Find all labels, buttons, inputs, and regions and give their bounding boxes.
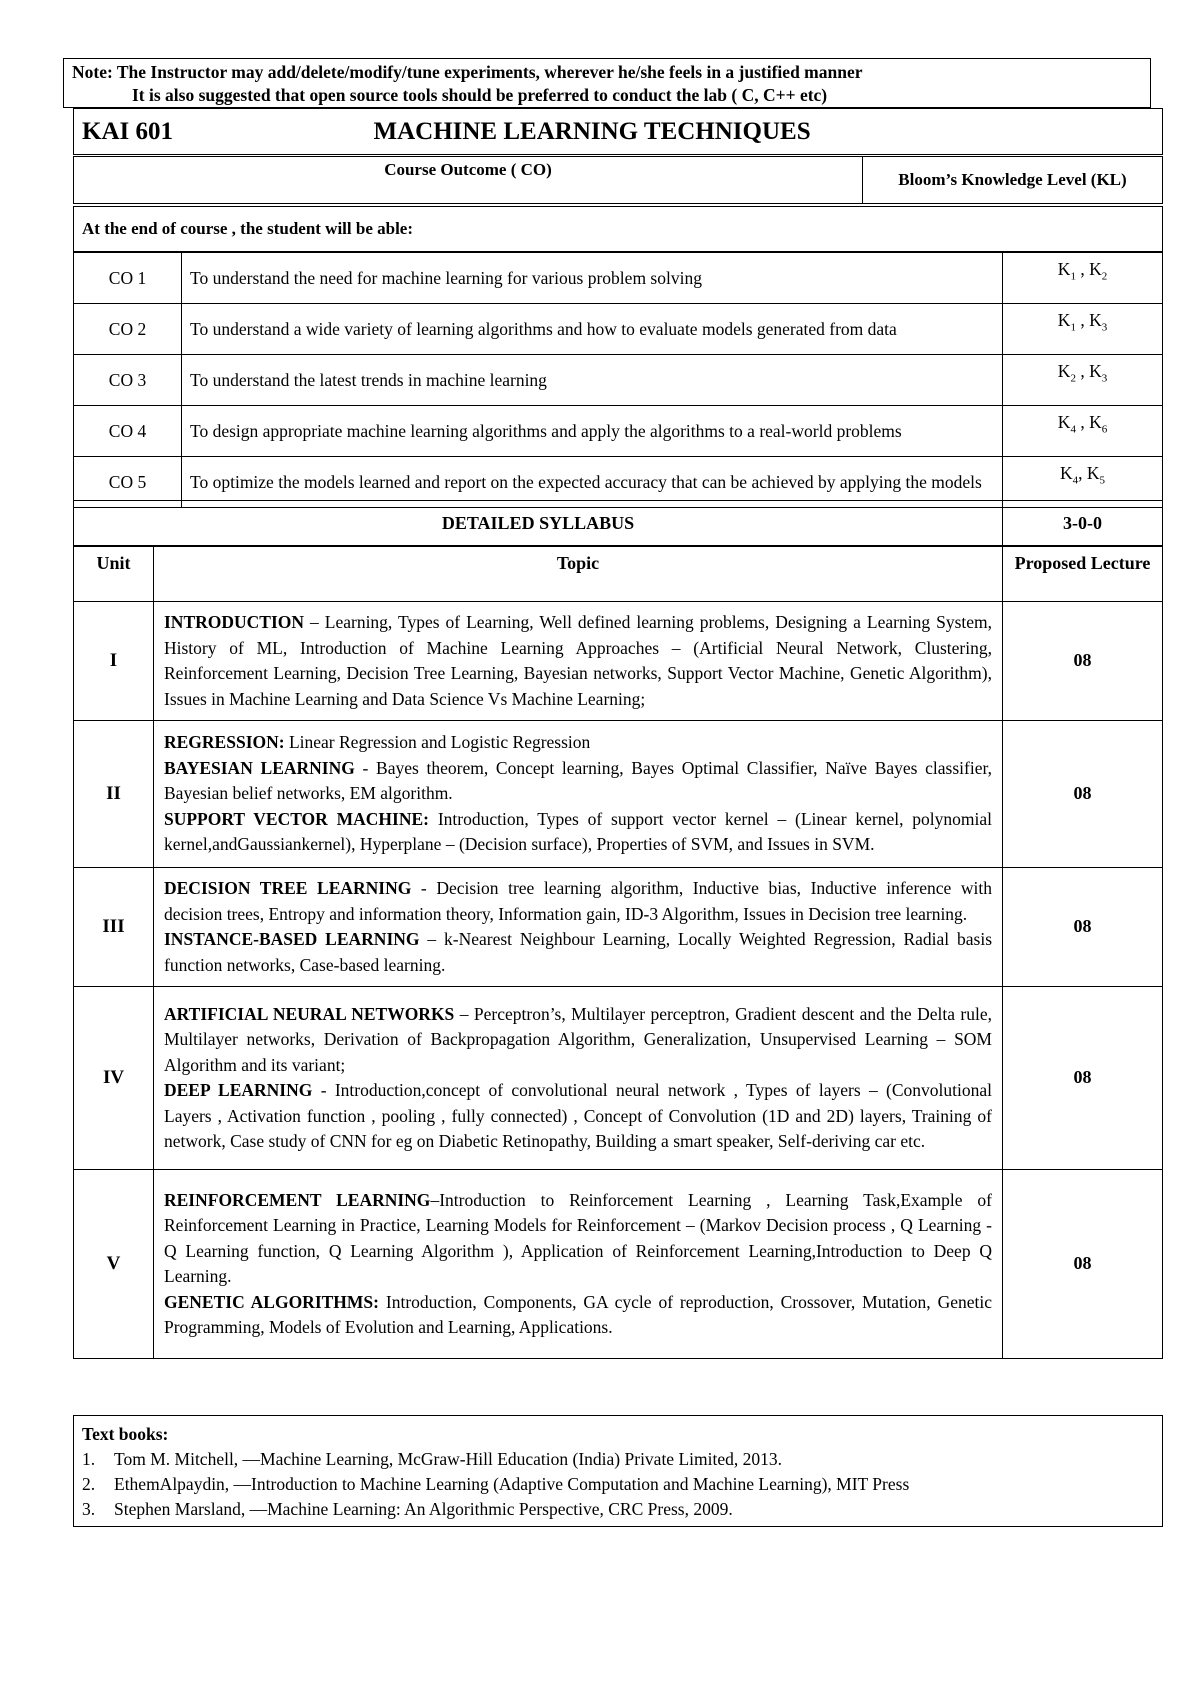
- unit-number: I: [74, 602, 154, 721]
- topic-text: - Bayes theorem, Concept learning, Bayes Optimal Classifier, Naïve Bayes classifier, Bayesian belief networks, EM algorithm.: [164, 757, 992, 804]
- textbook-text: EthemAlpaydin, ―Introduction to Machine Learning (Adaptive Computation and Machine Learning), MIT Press: [114, 1474, 910, 1494]
- topic-text: Linear Regression and Logistic Regression: [284, 732, 591, 753]
- textbook-text: Stephen Marsland, ―Machine Learning: An Algorithmic Perspective, CRC Press, 2009.: [114, 1499, 733, 1519]
- course-title: MACHINE LEARNING TECHNIQUES: [294, 109, 1163, 155]
- textbook-number: 1.: [82, 1449, 96, 1469]
- co-id: CO 5: [74, 457, 182, 508]
- syllabus-row: [74, 868, 1163, 987]
- topic-paragraph: [164, 876, 992, 927]
- topic-paragraph: [164, 756, 992, 807]
- topic-paragraph: [164, 730, 992, 756]
- co-kl: $K_1$ , $K_3$: [1003, 304, 1163, 355]
- topic-paragraph: [164, 1002, 992, 1079]
- instructor-note: [63, 58, 1151, 108]
- syllabus-row: [74, 602, 1163, 721]
- topic-heading: ARTIFICIAL NEURAL NETWORKS: [164, 1003, 455, 1024]
- topic-heading: BAYESIAN LEARNING: [164, 757, 355, 778]
- topic-text: – Learning, Types of Learning, Well defined learning problems, Designing a Learning System, History of ML, Introduction of Machine Learning Approaches – (Artificial Neural Network, Clustering, Reinforcement Learning, Decision Tree Learning, Bayesian networks, Support Vector Machine, Genetic Algorithm), Issues in Machine Learning and Data Science Vs Machine Learning;: [164, 612, 992, 709]
- co-id: CO 4: [74, 406, 182, 457]
- co-text: To design appropriate machine learning algorithms and apply the algorithms to a real-world problems: [182, 406, 1003, 457]
- topic-heading: REINFORCEMENT LEARNING: [164, 1189, 431, 1210]
- col-topic: Topic: [154, 547, 1003, 602]
- topic-heading: INTRODUCTION: [164, 612, 305, 632]
- topic-text: – Perceptron’s, Multilayer perceptron, Gradient descent and the Delta rule, Multilayer networks, Derivation of Backpropagation Algorithm, Generalization, Unsupervised Learning – SOM Algorithm and its variant;: [164, 1003, 992, 1075]
- textbook-item: [82, 1447, 1154, 1472]
- topic-heading: INSTANCE-BASED LEARNING: [164, 929, 420, 949]
- co-header-bloom: Bloom’s Knowledge Level (KL): [863, 157, 1163, 204]
- topic-paragraph: [164, 1078, 992, 1155]
- col-unit: Unit: [74, 547, 154, 602]
- co-text: To understand a wide variety of learning algorithms and how to evaluate models generated from data: [182, 304, 1003, 355]
- course-outcomes-table: [73, 252, 1163, 508]
- textbook-item: [82, 1497, 1154, 1522]
- note-line-1: Note: The Instructor may add/delete/modify/tune experiments, wherever he/she feels in a justified manner: [72, 62, 863, 82]
- co-row: [74, 355, 1163, 406]
- proposed-lecture: 08: [1003, 1170, 1163, 1359]
- intro-text: At the end of course , the student will be able:: [74, 207, 1163, 252]
- co-row: [74, 406, 1163, 457]
- note-line-2: It is also suggested that open source tools should be preferred to conduct the lab ( C, C++ etc): [132, 85, 828, 105]
- textbook-text: Tom M. Mitchell, ―Machine Learning, McGraw-Hill Education (India) Private Limited, 2013.: [114, 1449, 782, 1469]
- proposed-lecture: 08: [1003, 721, 1163, 868]
- textbook-item: [82, 1472, 1154, 1497]
- topic-paragraph: [164, 1188, 992, 1290]
- unit-topics: [154, 868, 1003, 987]
- co-kl: $K_4$, $K_5$: [1003, 457, 1163, 508]
- unit-number: V: [74, 1170, 154, 1359]
- unit-topics: [154, 987, 1003, 1170]
- co-text: To understand the latest trends in machine learning: [182, 355, 1003, 406]
- topic-paragraph: [164, 927, 992, 978]
- col-lecture: Proposed Lecture: [1003, 547, 1163, 602]
- topic-paragraph: [164, 807, 992, 858]
- co-id: CO 1: [74, 253, 182, 304]
- course-code: KAI 601: [74, 109, 294, 155]
- syllabus-table: [73, 546, 1163, 1359]
- proposed-lecture: 08: [1003, 987, 1163, 1170]
- proposed-lecture: 08: [1003, 868, 1163, 987]
- syllabus-row: [74, 1170, 1163, 1359]
- textbook-number: 3.: [82, 1499, 96, 1519]
- topic-heading: DEEP LEARNING: [164, 1080, 313, 1100]
- co-kl: $K_4$ , $K_6$: [1003, 406, 1163, 457]
- intro-row: [73, 206, 1163, 252]
- unit-topics: [154, 721, 1003, 868]
- topic-heading: DECISION TREE LEARNING: [164, 878, 412, 898]
- co-id: CO 2: [74, 304, 182, 355]
- unit-number: IV: [74, 987, 154, 1170]
- topic-text: – k-Nearest Neighbour Learning, Locally Weighted Regression, Radial basis function networks, Case-based learning.: [164, 929, 993, 975]
- topic-paragraph: [164, 1290, 992, 1341]
- topic-text: Introduction, Types of support vector kernel – (Linear kernel, polynomial kernel,andGaussiankernel), Hyperplane – (Decision surface), Properties of SVM, and Issues in SVM.: [164, 808, 992, 855]
- topic-text: - Decision tree learning algorithm, Inductive bias, Inductive inference with decision trees, Entropy and information theory, Information gain, ID-3 Algorithm, Issues in Decision tree learning.: [164, 878, 992, 924]
- topic-text: Introduction, Components, GA cycle of reproduction, Crossover, Mutation, Genetic Programming, Models of Evolution and Learning, Applications.: [164, 1291, 992, 1337]
- unit-topics: [154, 602, 1003, 721]
- co-header-outcome: Course Outcome ( CO): [74, 157, 863, 204]
- topic-heading: REGRESSION:: [164, 732, 285, 753]
- textbook-number: 2.: [82, 1474, 96, 1494]
- proposed-lecture: 08: [1003, 602, 1163, 721]
- syllabus-heading: DETAILED SYLLABUS: [74, 501, 1003, 546]
- co-header-row: [73, 156, 1163, 204]
- syllabus-heading-row: [73, 500, 1163, 546]
- co-row: [74, 304, 1163, 355]
- unit-number: II: [74, 721, 154, 868]
- topic-heading: GENETIC ALGORITHMS:: [164, 1291, 379, 1312]
- syllabus-ltp: 3-0-0: [1003, 501, 1163, 546]
- co-text: To optimize the models learned and report on the expected accuracy that can be achieved by applying the models: [182, 457, 1003, 508]
- unit-number: III: [74, 868, 154, 987]
- topic-paragraph: [164, 610, 992, 712]
- topic-heading: SUPPORT VECTOR MACHINE:: [164, 808, 429, 829]
- topic-text: –Introduction to Reinforcement Learning , Learning Task,Example of Reinforcement Learning in Practice, Learning Models for Reinforcement – (Markov Decision process , Q Learning - Q Learning function, Q Learning Algorithm ), Application of Reinforcement Learning,Introduction to Deep Q Learning.: [164, 1189, 993, 1286]
- unit-topics: [154, 1170, 1003, 1359]
- co-row: [74, 253, 1163, 304]
- co-text: To understand the need for machine learning for various problem solving: [182, 253, 1003, 304]
- syllabus-row: [74, 721, 1163, 868]
- course-title-row: [73, 108, 1163, 155]
- textbooks-heading: Text books:: [82, 1424, 169, 1444]
- syllabus-row: [74, 987, 1163, 1170]
- topic-text: - Introduction,concept of convolutional neural network , Types of layers – (Convolutional Layers , Activation function , pooling , fully connected) , Concept of Convolution (1D and 2D) layers, Training of network, Case study of CNN for eg on Diabetic Retinopathy, Building a smart speaker, Self-deriving car etc.: [164, 1080, 992, 1151]
- co-kl: $K_1$ , $K_2$: [1003, 253, 1163, 304]
- co-id: CO 3: [74, 355, 182, 406]
- textbooks-section: [73, 1415, 1163, 1527]
- co-kl: $K_2$ , $K_3$: [1003, 355, 1163, 406]
